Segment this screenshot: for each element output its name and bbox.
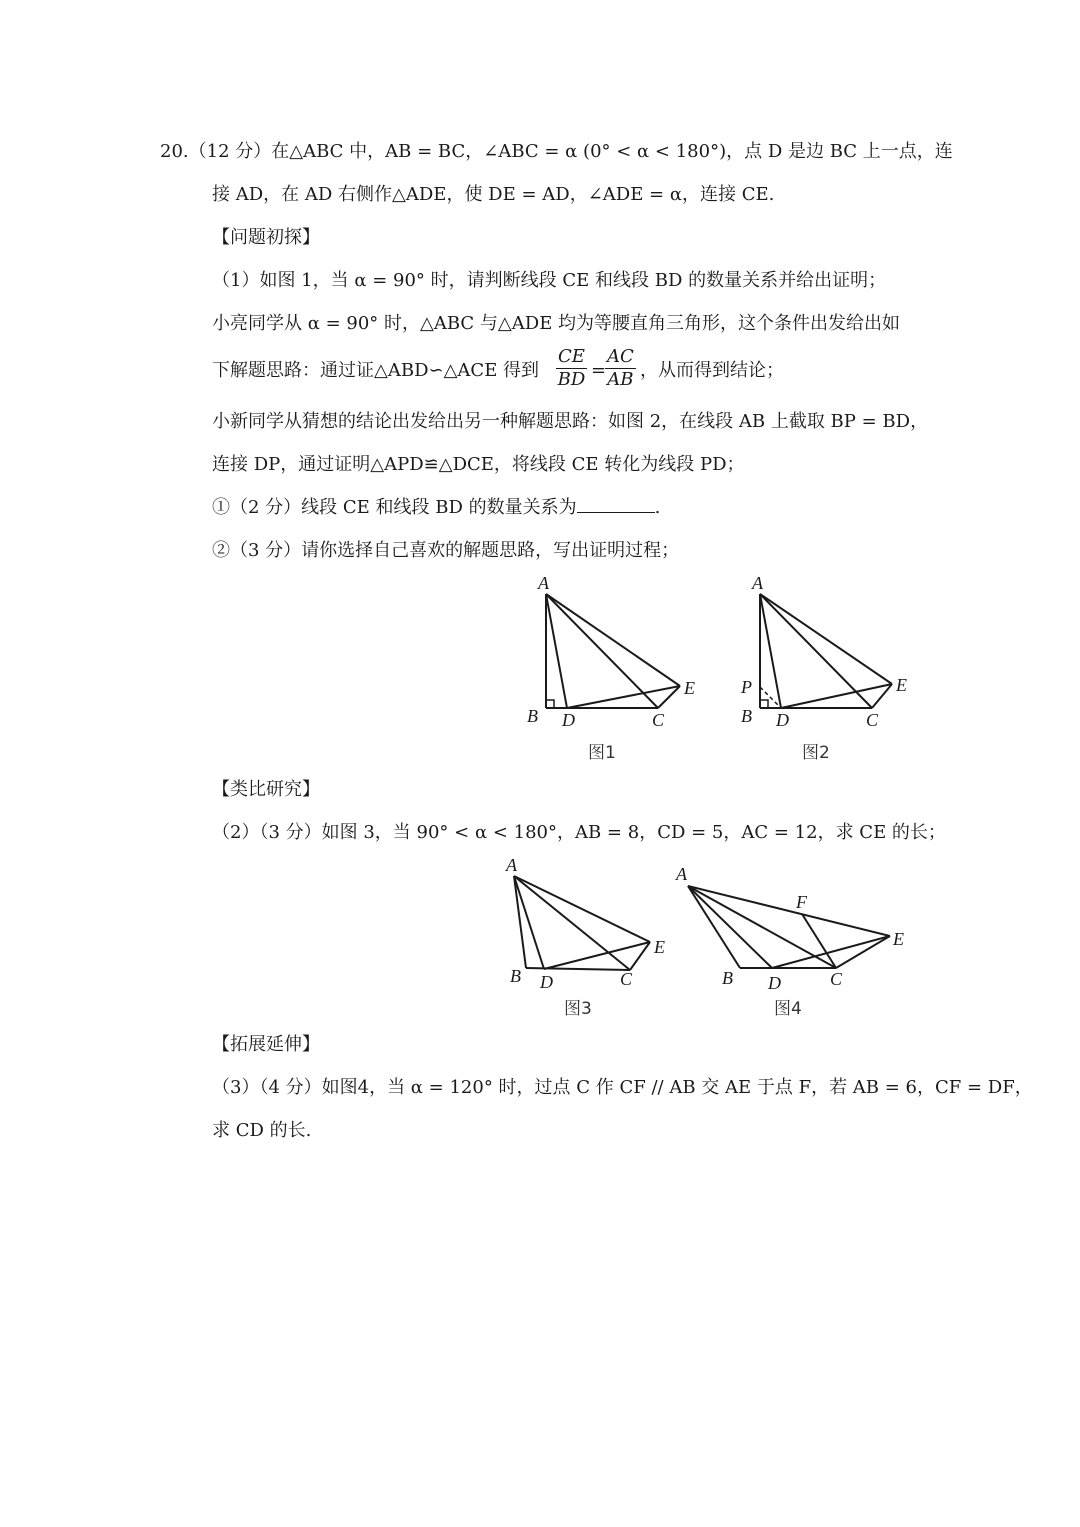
fig1-segment-de — [567, 686, 680, 708]
section-title-extension: 【拓展延伸】 — [212, 1034, 320, 1055]
problem-line-1: 20.（12 分）在△ABC 中，AB = BC，∠ABC = α (0° < α < 180°)，点 D 是边 BC 上一点，连 — [160, 141, 953, 162]
fig1-segment-ae — [546, 594, 680, 686]
fig4-segment-ae — [688, 886, 890, 936]
fig3-segment-ad — [514, 876, 544, 969]
fig3-segment-bc — [526, 968, 630, 970]
fig2-caption: 图2 — [802, 743, 830, 763]
fig2-label-p: P — [741, 677, 752, 697]
xiaoliang-line-2-post: ，从而得到结论； — [640, 360, 784, 381]
figures-3-4 — [500, 852, 920, 1022]
fig1-label-b: B — [527, 706, 538, 726]
xiaoxin-line-2: 连接 DP，通过证明△APD≌△DCE，将线段 CE 转化为线段 PD； — [212, 454, 745, 475]
fig4-label-d: D — [768, 973, 781, 993]
fig3-segment-ab — [514, 876, 526, 968]
answer-blank[interactable] — [577, 496, 655, 513]
fig3-label-b: B — [510, 966, 521, 986]
fig4-label-c: C — [830, 969, 843, 989]
fig1-segment-ac — [546, 594, 658, 708]
fig2-label-d: D — [776, 710, 789, 730]
fraction-ac-ab — [605, 346, 636, 391]
subquestion-2: ②（3 分）请你选择自己喜欢的解题思路，写出证明过程； — [212, 540, 680, 561]
fraction-ce-bd — [556, 346, 587, 391]
subquestion-1-end: . — [654, 497, 661, 518]
question-2: （2）（3 分）如图 3，当 90° < α < 180°，AB = 8，CD = 5，AC = 12，求 CE 的长； — [212, 822, 946, 843]
fig1-label-a: A — [538, 573, 549, 593]
fig1-label-c: C — [652, 710, 665, 730]
fig4-caption: 图4 — [774, 999, 802, 1019]
fraction-ce-bd-numerator: CE — [558, 346, 585, 367]
question-3-line-1: （3）（4 分）如图4，当 α = 120° 时，过点 C 作 CF // AB 交 AE 于点 F，若 AB = 6，CF = DF， — [212, 1077, 1033, 1098]
fig2-label-c: C — [866, 710, 879, 730]
question-3-line-2: 求 CD 的长. — [212, 1120, 312, 1141]
fig4-label-b: B — [722, 968, 733, 988]
fig2-label-b: B — [741, 706, 752, 726]
fig2-segment-ac — [760, 594, 872, 708]
xiaoliang-line-1: 小亮同学从 α = 90° 时，△ABC 与△ADE 均为等腰直角三角形，这个条件出发给出如 — [212, 313, 901, 334]
fig3-caption: 图3 — [564, 999, 592, 1019]
fig3-label-a: A — [506, 855, 517, 875]
fig4-segment-ad — [688, 886, 772, 968]
fig2-segment-ae — [760, 594, 892, 684]
fig2-label-e: E — [896, 675, 907, 695]
fig3-label-c: C — [620, 969, 633, 989]
figure-2 — [740, 573, 907, 763]
figure-4 — [675, 864, 904, 1019]
section-title-analogy: 【类比研究】 — [212, 779, 320, 800]
fraction-ac-ab-denominator: AB — [607, 369, 634, 390]
figure-3 — [505, 855, 665, 1019]
section-title-explore: 【问题初探】 — [212, 227, 320, 248]
fig2-right-angle-mark — [760, 700, 768, 708]
fig4-segment-de — [772, 936, 890, 968]
fig3-label-e: E — [654, 937, 665, 957]
fig1-caption: 图1 — [588, 743, 616, 763]
xiaoliang-line-2-pre: 下解题思路：通过证△ABD∽△ACE 得到 — [212, 360, 540, 381]
fig4-label-e: E — [893, 929, 904, 949]
figures-1-2 — [510, 572, 930, 768]
fraction-ac-ab-numerator: AC — [607, 346, 634, 367]
fig4-segment-ab — [688, 886, 740, 968]
fraction-equals: = — [591, 360, 607, 381]
subquestion-1 — [212, 496, 660, 520]
problem-line-2: 接 AD，在 AD 右侧作△ADE，使 DE = AD，∠ADE = α，连接 CE. — [212, 184, 775, 205]
xiaoxin-line-1: 小新同学从猜想的结论出发给出另一种解题思路：如图 2，在线段 AB 上截取 BP = BD， — [212, 411, 929, 432]
fig1-label-e: E — [684, 678, 695, 698]
subquestion-1-text: ①（2 分）线段 CE 和线段 BD 的数量关系为 — [212, 497, 577, 518]
fig4-label-a: A — [676, 864, 687, 884]
fraction-ce-bd-denominator: BD — [557, 369, 586, 390]
fig4-label-f: F — [796, 892, 807, 912]
fig2-label-a: A — [752, 573, 763, 593]
fig1-right-angle-mark — [546, 700, 554, 708]
fig4-segment-ce — [836, 936, 890, 968]
question-1: （1）如图 1，当 α = 90° 时，请判断线段 CE 和线段 BD 的数量关系并给出证明； — [212, 270, 887, 291]
figure-1 — [527, 573, 695, 763]
fig1-label-d: D — [562, 710, 575, 730]
fig3-label-d: D — [540, 972, 553, 992]
